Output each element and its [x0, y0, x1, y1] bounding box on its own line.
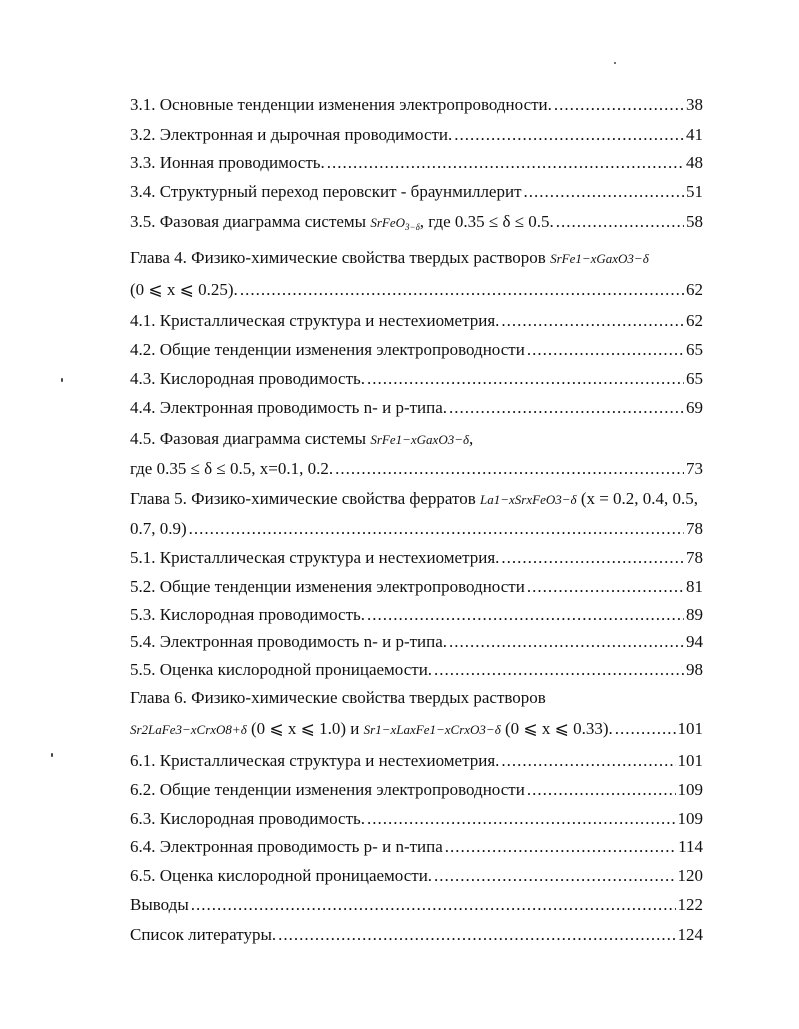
toc-dot-leader — [445, 837, 676, 857]
chemical-formula: La1−xSrxFeO3−δ — [480, 492, 577, 507]
toc-entry-title: Sr2LaFe3−xCrxO8+δ (0 ⩽ x ⩽ 1.0) и Sr1−xLaxFe1−xCrxO3−δ (0 ⩽ x ⩽ 0.33). — [130, 719, 613, 738]
toc-page-number: 62 — [686, 280, 703, 299]
toc-dot-leader — [367, 809, 675, 829]
toc-page-number: 73 — [686, 459, 703, 478]
toc-chapter-6-heading — [130, 688, 703, 708]
toc-entry-4-5 — [130, 459, 703, 479]
scan-speck — [51, 753, 53, 757]
toc-dot-leader — [367, 605, 684, 625]
chemical-formula: SrFeO$_{3-\delta}$ — [370, 215, 420, 232]
toc-dot-leader — [527, 780, 676, 800]
toc-page-number: 101 — [677, 751, 703, 770]
toc-dot-leader — [434, 660, 684, 680]
toc-dot-leader — [556, 212, 684, 232]
toc-page-number: 109 — [677, 809, 703, 828]
toc-entry-3-1 — [130, 95, 703, 115]
toc-dot-leader — [240, 280, 684, 300]
toc-dot-leader — [501, 751, 675, 771]
toc-page-number: 78 — [686, 548, 703, 567]
toc-dot-leader — [501, 311, 684, 331]
toc-page-number: 65 — [686, 369, 703, 388]
toc-entry-title: 6.3. Кислородная проводимость. — [130, 809, 366, 828]
scan-speck — [61, 378, 63, 382]
toc-page-number: 48 — [686, 153, 703, 172]
toc-dot-leader — [449, 398, 684, 418]
toc-entry-title: Выводы — [130, 895, 189, 914]
toc-page-number: 38 — [686, 95, 703, 114]
toc-page-number: 122 — [677, 895, 703, 914]
toc-dot-leader — [554, 95, 684, 115]
toc-entry-4-5-heading: 4.5. Фазовая диаграмма системы SrFe1−xGaxO3−δ, — [130, 429, 474, 448]
toc-entry-3-2 — [130, 125, 703, 145]
toc-entry-4-4 — [130, 398, 703, 418]
toc-entry-title: 4.3. Кислородная проводимость. — [130, 369, 366, 388]
toc-entry-title: 6.5. Оценка кислородной проницаемости. — [130, 866, 433, 885]
toc-entry-chapter-6 — [130, 719, 703, 740]
toc-entry-title: 4.4. Электронная проводимость n- и p-типа. — [130, 398, 448, 417]
toc-page-number: 78 — [686, 519, 703, 538]
toc-entry-title: 3.2. Электронная и дырочная проводимости. — [130, 125, 453, 144]
toc-entry-title: 0.7, 0.9) — [130, 519, 187, 538]
toc-entry-chapter-5 — [130, 519, 703, 539]
toc-entry-6-4 — [130, 837, 703, 857]
toc-entry-4-3 — [130, 369, 703, 389]
toc-entry-chapter-4 — [130, 280, 703, 300]
toc-entry-title: где 0.35 ≤ δ ≤ 0.5, x=0.1, 0.2. — [130, 459, 334, 478]
toc-page-number: 81 — [686, 577, 703, 596]
toc-entry-5-3 — [130, 605, 703, 625]
toc-page-number: 41 — [686, 125, 703, 144]
toc-dot-leader — [189, 519, 684, 539]
toc-page-number: 94 — [686, 632, 703, 651]
toc-dot-leader — [527, 340, 684, 360]
toc-entry-title: 3.1. Основные тенденции изменения электропроводности. — [130, 95, 552, 114]
toc-entry-4-1 — [130, 311, 703, 331]
toc-page-number: 114 — [678, 837, 703, 856]
toc-entry-6-2 — [130, 780, 703, 800]
toc-dot-leader — [335, 459, 684, 479]
toc-entry-title: 4.2. Общие тенденции изменения электропроводности — [130, 340, 525, 359]
toc-page-number: 109 — [677, 780, 703, 799]
chemical-formula: SrFe1−xGaxO3−δ — [370, 432, 470, 447]
toc-dot-leader — [278, 925, 675, 945]
toc-entry-6-3 — [130, 809, 703, 829]
toc-entry-6-5 — [130, 866, 703, 886]
toc-page-number: 69 — [686, 398, 703, 417]
toc-entry-6-1 — [130, 751, 703, 771]
toc-chapter-5-heading: Глава 5. Физико-химические свойства ферратов La1−xSrxFeO3−δ (x = 0.2, 0.4, 0.5, — [130, 489, 699, 508]
toc-entry-title: 5.1. Кристаллическая структура и нестехиометрия. — [130, 548, 500, 567]
toc-entry-title: Глава 6. Физико-химические свойства твердых растворов — [130, 688, 546, 707]
toc-entry-5-5 — [130, 660, 703, 680]
toc-dot-leader — [191, 895, 676, 915]
toc-entry-3-5 — [130, 212, 703, 237]
toc-entry-title: 5.4. Электронная проводимость n- и p-типа. — [130, 632, 448, 651]
toc-entry-title: 5.5. Оценка кислородной проницаемости. — [130, 660, 433, 679]
toc-page-number: 98 — [686, 660, 703, 679]
toc-dot-leader — [615, 719, 676, 739]
toc-page-number: 89 — [686, 605, 703, 624]
toc-entry-5-2 — [130, 577, 703, 597]
toc-dot-leader — [434, 866, 675, 886]
toc-entry-title: 6.4. Электронная проводимость p- и n-типа — [130, 837, 443, 856]
toc-entry-title: (0 ⩽ x ⩽ 0.25). — [130, 280, 238, 299]
toc-entry-references — [130, 925, 703, 945]
toc-entry-3-4 — [130, 182, 703, 202]
toc-entry-title: Глава 5. Физико-химические свойства ферратов — [130, 489, 476, 508]
toc-chapter-4-heading — [130, 248, 703, 269]
scan-speck — [614, 62, 616, 64]
toc-entry-title: 4.5. Фазовая диаграмма системы — [130, 429, 367, 448]
toc-dot-leader — [524, 182, 685, 202]
toc-entry-4-2 — [130, 340, 703, 360]
toc-entry-title: Список литературы. — [130, 925, 277, 944]
toc-page-number: 58 — [686, 212, 703, 231]
toc-page-number: 101 — [677, 719, 703, 738]
toc-dot-leader — [501, 548, 684, 568]
toc-entry-title: 3.4. Структурный переход перовскит - браунмиллерит — [130, 182, 522, 201]
toc-dot-leader — [327, 153, 684, 173]
toc-page-number: 124 — [677, 925, 703, 944]
toc-entry-title: 3.5. Фазовая диаграмма системы SrFeO$_{3-\delta}$, где 0.35 ≤ δ ≤ 0.5. — [130, 212, 554, 232]
toc-page-number: 62 — [686, 311, 703, 330]
toc-entry-title: 4.1. Кристаллическая структура и нестехиометрия. — [130, 311, 500, 330]
toc-entry-title: 3.3. Ионная проводимость. — [130, 153, 325, 172]
toc-page-number: 51 — [686, 182, 703, 201]
toc-dot-leader — [454, 125, 684, 145]
toc-page-number: 65 — [686, 340, 703, 359]
toc-entry-3-3 — [130, 153, 703, 173]
toc-entry-title: 5.3. Кислородная проводимость. — [130, 605, 366, 624]
toc-entry-title: 5.2. Общие тенденции изменения электропроводности — [130, 577, 525, 596]
toc-entry-title: Глава 4. Физико-химические свойства твердых растворов — [130, 248, 546, 267]
toc-entry-title: 6.2. Общие тенденции изменения электропроводности — [130, 780, 525, 799]
toc-dot-leader — [367, 369, 684, 389]
chemical-formula: Sr1−xLaxFe1−xCrxO3−δ — [363, 722, 501, 737]
toc-entry-5-4 — [130, 632, 703, 652]
toc-entry-conclusions — [130, 895, 703, 915]
toc-page-number: 120 — [677, 866, 703, 885]
toc-dot-leader — [527, 577, 684, 597]
toc-entry-title: 6.1. Кристаллическая структура и нестехиометрия. — [130, 751, 500, 770]
chemical-formula: Sr2LaFe3−xCrxO8+δ — [130, 722, 247, 737]
toc-entry-5-1 — [130, 548, 703, 568]
toc-dot-leader — [449, 632, 684, 652]
chemical-formula: SrFe1−xGaxO3−δ — [550, 251, 649, 266]
